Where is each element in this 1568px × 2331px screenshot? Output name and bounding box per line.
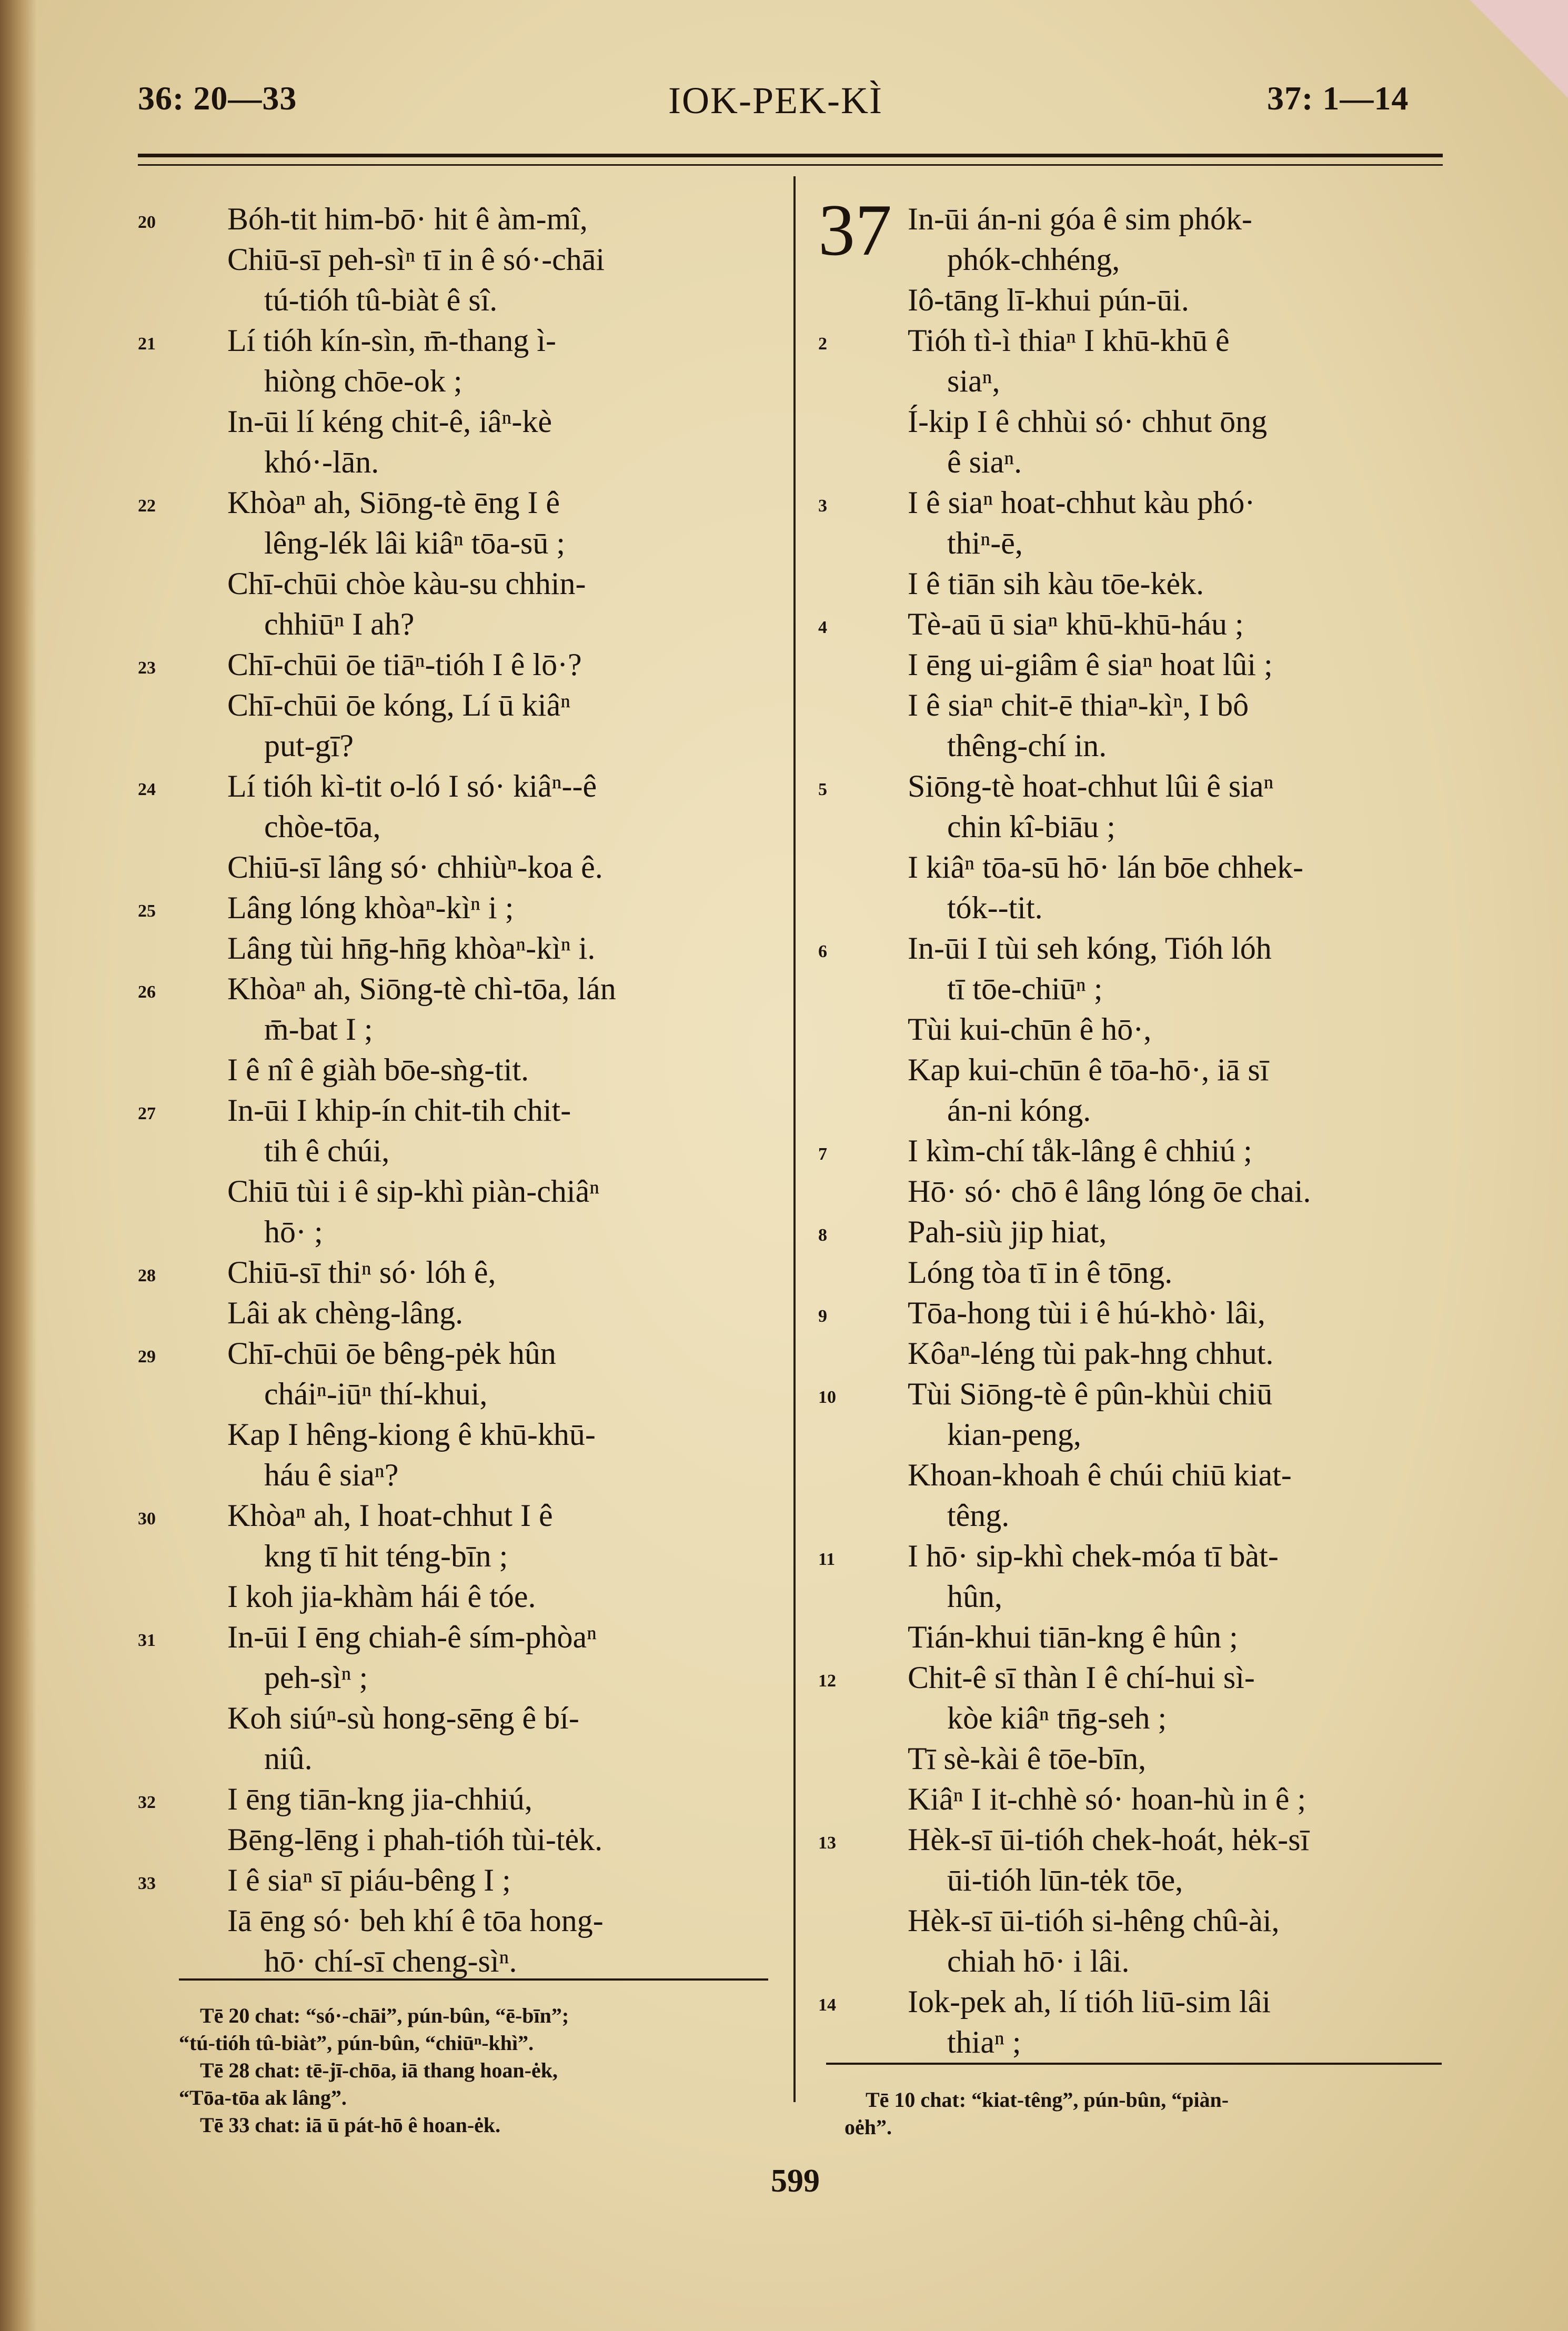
verse-text: tók--tit. [947,890,1043,925]
verse-text: Iô-tāng lī-khui pún-ūi. [908,283,1189,317]
verse-text: lêng-lék lâi kiâⁿ tōa-sū ; [264,526,566,560]
verse-line [138,401,775,442]
verse-line [818,1171,1444,1212]
verse-text: Tè-aū ū siaⁿ khū-khū-háu ; [908,607,1244,641]
verse-text: Siōng-tè hoat-chhut lûi ê siaⁿ [908,769,1274,803]
verse-text: Lóng tòa tī in ê tōng. [908,1255,1173,1290]
verse-text: I hō· sip-khì chek-móa tī bàt- [908,1539,1279,1573]
verse-number: 12 [818,1671,836,1691]
verse-line [138,1050,775,1090]
verse-line [818,1739,1444,1779]
verse-text: Kôaⁿ-léng tùi pak-hng chhut. [908,1336,1274,1371]
verse-line [138,928,775,969]
verse-text: I kìm-chí tåk-lâng ê chhiú ; [908,1133,1252,1168]
verse-text: peh-sìⁿ ; [264,1660,368,1695]
verse-line [818,523,1444,564]
verse-text: I ê siaⁿ chit-ē thiaⁿ-kìⁿ, I bô [908,688,1249,722]
verse-line [818,645,1444,685]
verse-line [818,442,1444,483]
page-number: 599 [771,2163,820,2199]
header-left-reference: 36: 20—33 [138,79,297,117]
verse-line [138,807,775,847]
verse-text: Hō· só· chō ê lâng lóng ōe chai. [908,1174,1311,1209]
verse-line [818,320,1444,361]
verse-line [818,483,1444,523]
header-right-reference: 37: 1—14 [1267,79,1409,117]
verse-line [818,1617,1444,1657]
verse-text: Hèk-sī ūi-tióh si-hêng chû-ài, [908,1903,1280,1938]
verse-line [138,888,775,928]
verse-line [818,604,1444,645]
verse-text: ê siaⁿ. [947,445,1022,479]
verse-text: cháiⁿ-iūⁿ thí-khui, [264,1377,488,1411]
page-corner-mark [1447,0,1568,121]
verse-line [818,1009,1444,1050]
verse-line [818,888,1444,928]
verse-line [138,1252,775,1293]
verse-line [818,1860,1444,1901]
verse-text: Tī sè-kài ê tōe-bīn, [908,1741,1147,1776]
verse-text: chhiūⁿ I ah? [264,607,415,641]
footnote-rule-left [179,1978,768,1981]
verse-line [818,1982,1444,2022]
verse-line [818,239,1444,280]
verse-number: 31 [138,1631,156,1650]
verse-text: In-ūi lí kéng chit-ê, iâⁿ-kè [227,404,552,439]
footnote-line: Tē 10 chat: “kiat-têng”, pún-bûn, “piàn- [866,2088,1229,2112]
verse-line [138,1455,775,1495]
verse-text: chin kî-biāu ; [947,809,1115,844]
verse-text: niû. [264,1741,313,1776]
footnote-line: Tē 28 chat: tē-jī-chōa, iā thang hoan-ėk, [200,2058,558,2082]
verse-line [138,320,775,361]
verse-text: Lâng lóng khòaⁿ-kìⁿ i ; [227,890,514,925]
footnote-rule-right [826,2063,1442,2065]
verse-number: 30 [138,1509,156,1529]
verse-line [138,1576,775,1617]
verse-text: I ê nî ê giàh bōe-sǹg-tit. [227,1052,529,1087]
verse-line [138,1131,775,1171]
verse-text: kian-peng, [947,1417,1081,1452]
verse-text: Chī-chūi ōe bêng-pėk hûn [227,1336,556,1371]
verse-number: 25 [138,901,156,921]
verse-text: hiòng chōe-ok ; [264,364,463,398]
verse-text: Lí tióh kì-tit o-ló I só· kiâⁿ--ê [227,769,597,803]
verse-line [138,280,775,320]
verse-line [138,239,775,280]
footnotes-left [179,2002,773,2139]
verse-text: Chī-chūi ōe kóng, Lí ū kiâⁿ [227,688,571,722]
verse-text: Lâi ak chèng-lâng. [227,1295,464,1330]
verse-number: 26 [138,982,156,1002]
verse-line [138,1901,775,1941]
left-text-column [138,199,775,1982]
verse-number: 22 [138,496,156,516]
verse-text: Lí tióh kín-sìn, m̄-thang ì- [227,323,556,358]
verse-line [818,1657,1444,1698]
verse-text: Í-kip I ê chhùi só· chhut ōng [908,404,1268,439]
footnotes-right [845,2086,1444,2141]
verse-text: I kiâⁿ tōa-sū hō· lán bōe chhek- [908,850,1303,885]
verse-text: Chiū-sī lâng só· chhiùⁿ-koa ê. [227,850,603,885]
verse-line [138,1414,775,1455]
verse-text: chòe-tōa, [264,809,381,844]
verse-line [138,523,775,564]
verse-text: tī tōe-chiūⁿ ; [947,971,1103,1006]
verse-line [818,1941,1444,1982]
verse-text: Iok-pek ah, lí tióh liū-sim lâi [908,1984,1271,2019]
verse-line [818,1252,1444,1293]
verse-line [818,969,1444,1009]
verse-line [818,1779,1444,1820]
verse-text: m̄-bat I ; [264,1012,373,1047]
verse-text: In-ūi I tùi seh kóng, Tióh lóh [908,931,1272,966]
verse-line [818,1901,1444,1941]
verse-line [818,361,1444,401]
verse-line [818,1293,1444,1333]
verse-line [138,1820,775,1860]
verse-line [138,1536,775,1576]
verse-line [818,1820,1444,1860]
verse-text: hûn, [947,1579,1002,1614]
verse-text: I ēng ui-giâm ê siaⁿ hoat lûi ; [908,647,1273,682]
verse-text: I ēng tiān-kng jia-chhiú, [227,1782,532,1816]
verse-text: I ê tiān sih kàu tōe-kėk. [908,566,1204,601]
verse-number: 27 [138,1104,156,1123]
verse-line [818,564,1444,604]
verse-line [138,1212,775,1252]
verse-text: Tōa-hong tùi i ê hú-khò· lâi, [908,1295,1265,1330]
verse-number: 9 [818,1307,827,1326]
verse-text: thêng-chí in. [947,728,1107,763]
verse-number: 21 [138,334,156,354]
verse-text: I ê siaⁿ hoat-chhut kàu phó· [908,485,1255,520]
verse-text: thiaⁿ ; [947,2025,1021,2059]
verse-text: chiah hō· i lâi. [947,1944,1130,1978]
verse-line [818,1495,1444,1536]
verse-number: 11 [818,1550,836,1569]
verse-text: tú-tióh tû-biàt ê sî. [264,283,498,317]
verse-line [818,1090,1444,1131]
verse-text: In-ūi I ēng chiah-ê sím-phòaⁿ [227,1620,597,1654]
verse-line [138,1698,775,1739]
verse-text: Chiū-sī thiⁿ só· lóh ê, [227,1255,496,1290]
verse-line [818,928,1444,969]
header-rule-thick [138,154,1443,157]
verse-number: 5 [818,780,827,799]
verse-text: Tióh tì-ì thiaⁿ I khū-khū ê [908,323,1230,358]
verse-number: 14 [818,1995,836,2015]
verse-line [818,1050,1444,1090]
verse-text: khó·-lān. [264,445,379,479]
verse-text: án-ni kóng. [947,1093,1091,1128]
verse-text: Pah-siù jip hiat, [908,1214,1107,1249]
verse-line [818,1333,1444,1374]
verse-line [138,1739,775,1779]
page-spine-shadow [0,0,37,2331]
verse-line [818,2022,1444,2063]
verse-line [138,1617,775,1657]
verse-line [138,1090,775,1131]
verse-line [818,1131,1444,1171]
verse-number: 2 [818,334,827,354]
verse-number: 13 [818,1833,836,1853]
verse-text: Chit-ê sī thàn I ê chí-hui sì- [908,1660,1255,1695]
header-book-title: IOK-PEK-KÌ [668,79,883,122]
verse-line [138,1860,775,1901]
verse-text: Kap I hêng-kiong ê khū-khū- [227,1417,596,1452]
verse-line [818,1455,1444,1495]
verse-number: 7 [818,1144,827,1164]
verse-text: Kap kui-chūn ê tōa-hō·, iā sī [908,1052,1269,1087]
verse-text: siaⁿ, [947,364,1000,398]
verse-text: Chiū tùi i ê sip-khì piàn-chiâⁿ [227,1174,600,1209]
verse-number: 32 [138,1793,156,1812]
verse-number: 23 [138,658,156,678]
verse-number: 28 [138,1266,156,1285]
verse-text: hō· chí-sī cheng-sìⁿ. [264,1944,517,1978]
verse-text: Khòaⁿ ah, I hoat-chhut I ê [227,1498,553,1533]
verse-line [138,1657,775,1698]
verse-number: 20 [138,213,156,232]
footnote-line: Tē 20 chat: “só·-chāi”, pún-bûn, “ē-bīn”; [200,2004,569,2027]
verse-text: kng tī hit téng-bīn ; [264,1539,508,1573]
verse-line [138,685,775,726]
footnote-line: “Tōa-tōa ak lâng”. [179,2086,347,2109]
verse-number: 8 [818,1225,827,1245]
verse-text: Iā ēng só· beh khí ê tōa hong- [227,1903,604,1938]
verse-text: Chī-chūi ōe tiāⁿ-tióh I ê lō·? [227,647,582,682]
right-text-column [818,189,1444,2063]
verse-number: 4 [818,618,827,637]
verse-line [818,1414,1444,1455]
verse-text: Tián-khui tiān-kng ê hûn ; [908,1620,1238,1654]
verse-text: Chī-chūi chòe kàu-su chhin- [227,566,586,601]
verse-text: Chiū-sī peh-sìⁿ tī in ê só·-chāi [227,242,605,277]
verse-line [138,726,775,766]
verse-line [138,199,775,239]
verse-text: thiⁿ-ē, [947,526,1023,560]
verse-text: put-gī? [264,728,354,763]
verse-line [138,1009,775,1050]
verse-line [818,766,1444,807]
verse-line [818,685,1444,726]
verse-line [138,1374,775,1414]
verse-line [138,1333,775,1374]
verse-line [818,1374,1444,1414]
verse-number: 33 [138,1874,156,1893]
verse-line [818,401,1444,442]
verse-text: tih ê chúi, [264,1133,390,1168]
verse-text: têng. [947,1498,1010,1533]
verse-line [818,1212,1444,1252]
verse-line [818,280,1444,320]
verse-line [138,1779,775,1820]
footnote-line: Tē 33 chat: iā ū pát-hō ê hoan-ėk. [200,2113,501,2137]
verse-text: Kiâⁿ I it-chhè só· hoan-hù in ê ; [908,1782,1306,1816]
verse-line [138,766,775,807]
verse-text: háu ê siaⁿ? [264,1458,399,1492]
verse-text: hō· ; [264,1214,323,1249]
header-rule-thin [138,164,1443,166]
verse-text: kòe kiâⁿ tn̄g-seh ; [947,1701,1167,1735]
verse-text: Tùi kui-chūn ê hō·, [908,1012,1152,1047]
verse-line [138,361,775,401]
verse-text: ūi-tióh lūn-tėk tōe, [947,1863,1183,1897]
verse-text: Bēng-lēng i phah-tióh tùi-tėk. [227,1822,603,1857]
verse-line [138,1171,775,1212]
verse-line [138,564,775,604]
verse-line [138,1495,775,1536]
verse-line [818,1698,1444,1739]
verse-text: Khòaⁿ ah, Siōng-tè ēng I ê [227,485,560,520]
chapter-number: 37 [818,189,892,271]
footnote-line: “tú-tióh tû-biàt”, pún-bûn, “chiūⁿ-khì”. [179,2031,534,2055]
verse-number: 3 [818,496,827,516]
verse-line [818,1536,1444,1576]
verse-line [818,1576,1444,1617]
verse-text: In-ūi án-ni góa ê sim phók- [908,202,1252,236]
verse-line [138,645,775,685]
verse-line [138,442,775,483]
verse-line [818,847,1444,888]
verse-line [138,1941,775,1982]
verse-text: Tùi Siōng-tè ê pûn-khùi chiū [908,1377,1273,1411]
verse-line [138,604,775,645]
verse-text: In-ūi I khip-ín chit-tih chit- [227,1093,571,1128]
verse-line [818,807,1444,847]
verse-line [138,847,775,888]
verse-number: 29 [138,1347,156,1367]
verse-number: 24 [138,780,156,799]
verse-number: 10 [818,1388,836,1407]
column-separator [793,176,796,2102]
verse-text: I koh jia-khàm hái ê tóe. [227,1579,536,1614]
verse-text: Lâng tùi hn̄g-hn̄g khòaⁿ-kìⁿ i. [227,931,596,966]
verse-text: Bóh-tit him-bō· hit ê àm-mî, [227,202,588,236]
verse-line [138,483,775,523]
verse-text: Khoan-khoah ê chúi chiū kiat- [908,1458,1292,1492]
footnote-line: oėh”. [845,2115,892,2139]
verse-line [138,1293,775,1333]
verse-text: Khòaⁿ ah, Siōng-tè chì-tōa, lán [227,971,616,1006]
verse-text: I ê siaⁿ sī piáu-bêng I ; [227,1863,511,1897]
verse-text: phók-chhéng, [947,242,1120,277]
verse-text: Hèk-sī ūi-tióh chek-hoát, hėk-sī [908,1822,1310,1857]
verse-number: 6 [818,942,827,961]
verse-text: Koh siúⁿ-sù hong-sēng ê bí- [227,1701,579,1735]
verse-line [138,969,775,1009]
verse-line [818,726,1444,766]
